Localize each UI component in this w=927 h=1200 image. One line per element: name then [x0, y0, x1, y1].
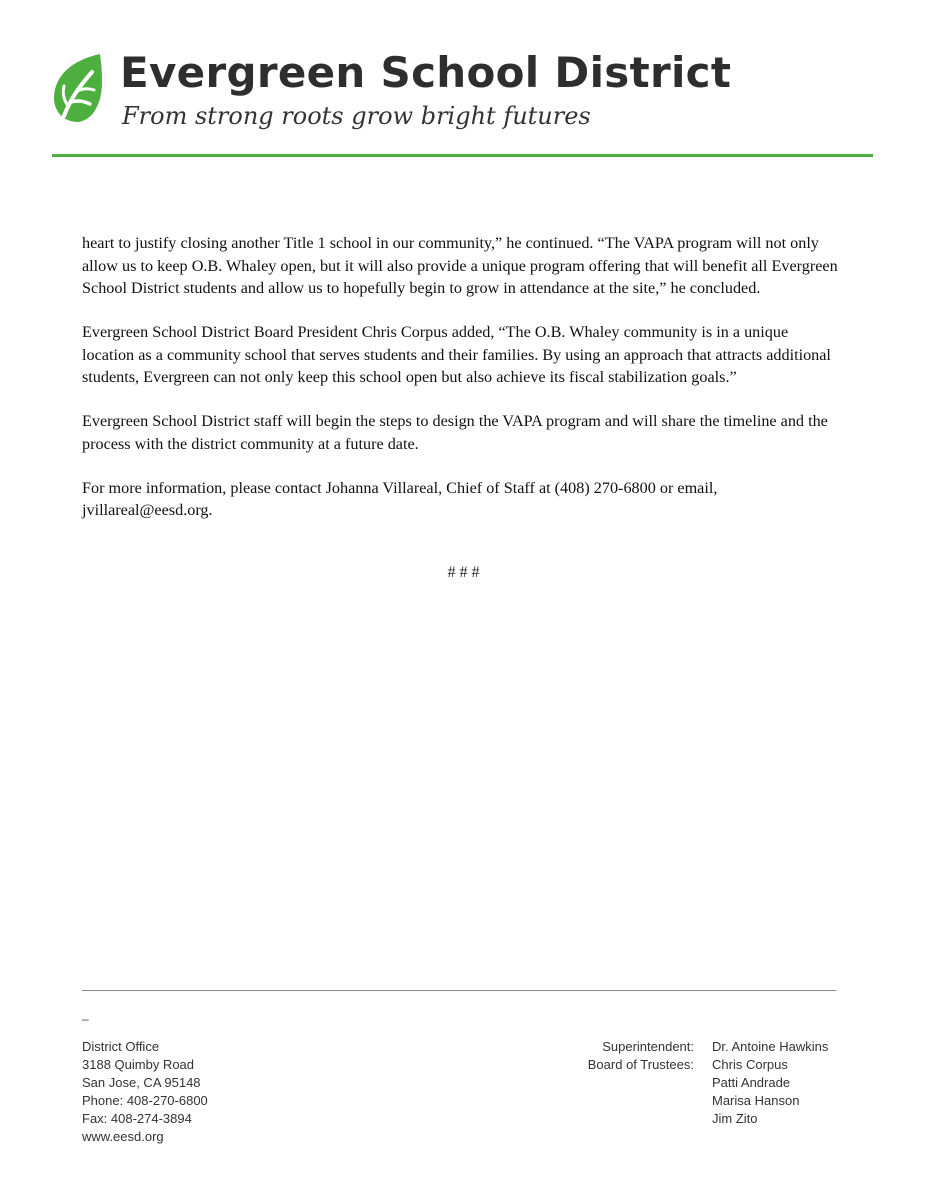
footer-divider [82, 990, 836, 991]
tagline: From strong roots grow bright futures [122, 102, 591, 130]
district-office-address [82, 1038, 208, 1146]
trustee-name: Marisa Hanson [712, 1093, 800, 1108]
office-title: District Office [82, 1039, 160, 1054]
trustee-name: Jim Zito [712, 1111, 758, 1126]
office-fax: Fax: 408-274-3894 [82, 1111, 192, 1126]
leadership-labels [588, 1038, 694, 1074]
footer-dash: – [82, 1012, 89, 1026]
office-city: San Jose, CA 95148 [82, 1075, 201, 1090]
paragraph: Evergreen School District staff will begin the steps to design the VAPA program and will share the timeline and the process with the district community at a future date. [82, 412, 828, 453]
leadership-names [712, 1038, 828, 1128]
board-label: Board of Trustees: [587, 1057, 694, 1072]
paragraph: For more information, please contact Johanna Villareal, Chief of Staff at (408) 270-6800 or email, jvillareal@eesd.org. [82, 478, 718, 519]
district-name: Evergreen School District [120, 48, 732, 97]
office-phone: Phone: 408-270-6800 [82, 1093, 208, 1108]
trustee-name: Patti Andrade [712, 1075, 791, 1090]
paragraph: Evergreen School District Board President Chris Corpus added, “The O.B. Whaley community is in a unique location as a community school that serves students and their families. By using an approach that attracts additional students, Evergreen can not only keep this school open but also achieve its fiscal stabilization goals.” [82, 323, 831, 386]
header-divider [52, 154, 873, 157]
letterhead [52, 44, 874, 158]
paragraph: heart to justify closing another Title 1 school in our community,” he continued. “The VAPA program will not only allow us to keep O.B. Whaley open, but it will also provide a unique program offering that will benefit all Evergreen School District students and allow us to hopefully begin to grow in attendance at the site,” he concluded. [82, 234, 838, 297]
letter-body [82, 232, 842, 543]
superintendent-label: Superintendent: [602, 1039, 694, 1054]
office-street: 3188 Quimby Road [82, 1057, 195, 1072]
office-website: www.eesd.org [82, 1129, 164, 1144]
trustee-name: Chris Corpus [712, 1057, 788, 1072]
leaf-icon [52, 52, 104, 124]
end-marks: # # # [447, 564, 480, 581]
superintendent-name: Dr. Antoine Hawkins [712, 1039, 829, 1054]
